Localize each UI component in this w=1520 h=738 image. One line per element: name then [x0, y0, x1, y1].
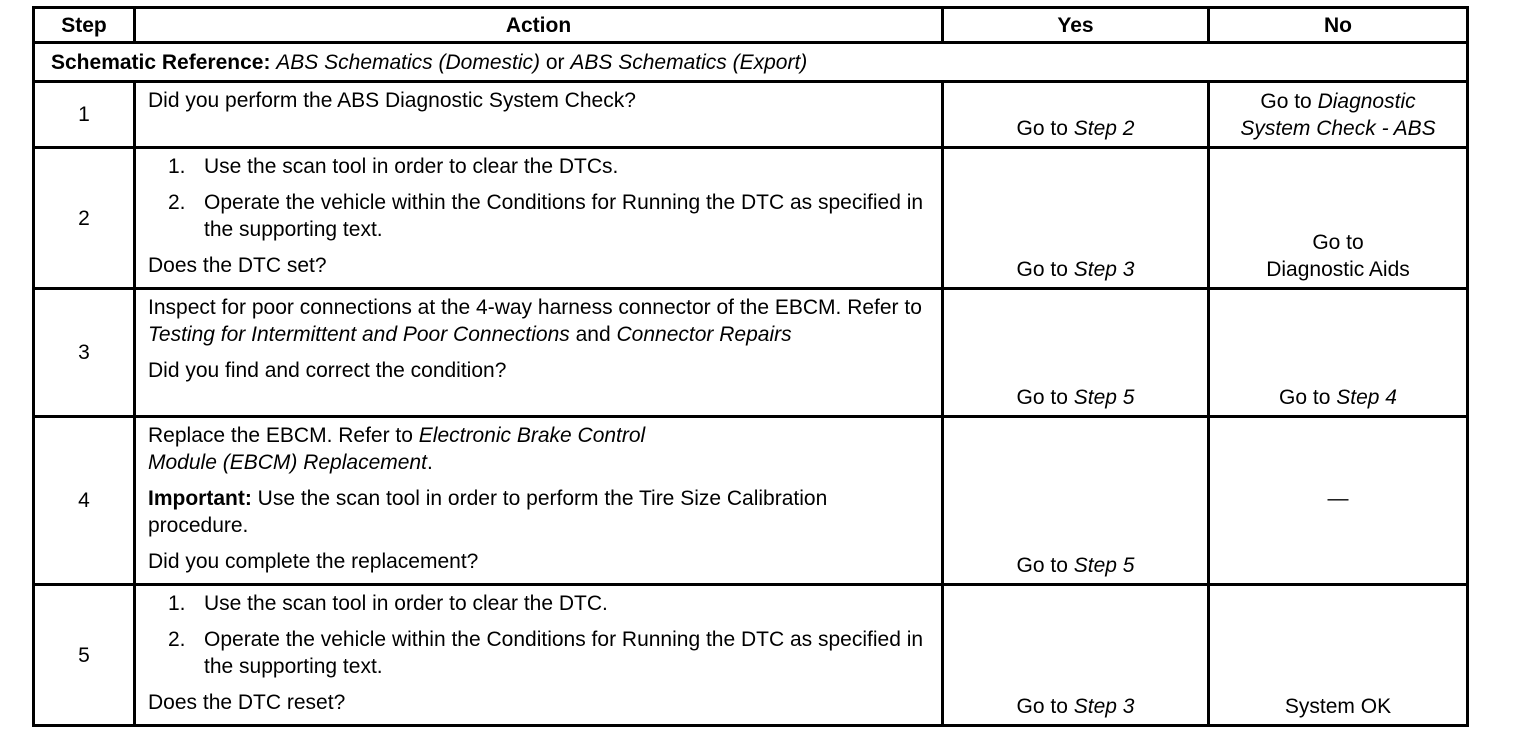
action-question: Did you complete the replacement?	[148, 550, 479, 573]
table-row	[34, 148, 1468, 289]
no-result: System OK	[1284, 695, 1392, 718]
action-link-ebcm-line2[interactable]: Module (EBCM) Replacement	[148, 451, 427, 474]
list-item	[148, 189, 929, 243]
yes-step-link[interactable]: Step 5	[1073, 554, 1135, 577]
list-text: Use the scan tool in order to clear the DTC.	[204, 592, 608, 615]
step-number: 1	[34, 82, 135, 148]
list-item	[148, 626, 929, 680]
header-yes: Yes	[943, 8, 1209, 43]
action-text	[148, 422, 929, 476]
header-row	[34, 8, 1468, 43]
no-cell	[1209, 417, 1468, 585]
action-question: Does the DTC set?	[148, 254, 327, 277]
yes-prefix: Go to	[1016, 554, 1074, 577]
no-prefix: Go to	[1312, 231, 1364, 254]
header-no: No	[1209, 8, 1468, 43]
yes-cell	[943, 585, 1209, 726]
yes-step-link[interactable]: Step 5	[1073, 386, 1135, 409]
action-text-pre: Replace the EBCM. Refer to	[148, 424, 419, 447]
step-number: 5	[34, 585, 135, 726]
list-number: 2.	[168, 191, 186, 214]
list-number: 1.	[168, 155, 186, 178]
step-number: 3	[34, 289, 135, 417]
no-prefix: Go to	[1260, 90, 1318, 113]
yes-cell	[943, 82, 1209, 148]
diagnostic-table	[32, 6, 1469, 727]
no-link-diagnostic-aids[interactable]: Diagnostic Aids	[1266, 258, 1410, 281]
schematic-link-export[interactable]: ABS Schematics (Export)	[570, 50, 808, 74]
header-action: Action	[135, 8, 943, 43]
list-number: 2.	[168, 628, 186, 651]
action-link-connector-repairs[interactable]: Connector Repairs	[616, 323, 792, 346]
action-question: Does the DTC reset?	[148, 691, 346, 714]
no-cell	[1209, 82, 1468, 148]
action-question: Did you find and correct the condition?	[148, 359, 507, 382]
action-link-ebcm-line1[interactable]: Electronic Brake Control	[418, 424, 646, 447]
action-cell	[135, 289, 943, 417]
action-text	[148, 294, 929, 348]
schematic-reference	[34, 43, 1468, 82]
action-text-pre: Inspect for poor connections at the 4-way harness connector of the EBCM. Refer to	[148, 296, 922, 319]
schematic-row	[34, 43, 1468, 82]
no-cell	[1209, 289, 1468, 417]
list-text: Operate the vehicle within the Conditions for Running the DTC as specified in the supporting text.	[204, 191, 924, 241]
no-cell	[1209, 585, 1468, 726]
list-number: 1.	[168, 592, 186, 615]
yes-cell	[943, 417, 1209, 585]
no-link-line1[interactable]: Diagnostic	[1317, 90, 1416, 113]
schematic-link-domestic[interactable]: ABS Schematics (Domestic)	[276, 50, 541, 74]
important-note	[148, 485, 929, 539]
yes-step-link[interactable]: Step 3	[1073, 695, 1135, 718]
yes-step-link[interactable]: Step 3	[1073, 258, 1135, 281]
yes-cell	[943, 148, 1209, 289]
list-text: Operate the vehicle within the Conditions for Running the DTC as specified in the supporting text.	[204, 628, 924, 678]
action-cell	[135, 148, 943, 289]
action-link-testing[interactable]: Testing for Intermittent and Poor Connections	[148, 323, 570, 346]
table-row	[34, 417, 1468, 585]
header-step: Step	[34, 8, 135, 43]
action-text-post: .	[426, 451, 433, 474]
action-text-and: and	[569, 323, 617, 346]
yes-prefix: Go to	[1016, 117, 1074, 140]
schematic-or: or	[545, 50, 565, 74]
yes-cell	[943, 289, 1209, 417]
list-item	[148, 590, 929, 617]
action-question: Did you perform the ABS Diagnostic System Check?	[148, 89, 636, 112]
yes-step-link[interactable]: Step 2	[1073, 117, 1135, 140]
no-link-line2[interactable]: System Check - ABS	[1240, 117, 1436, 140]
table-row	[34, 585, 1468, 726]
list-text: Use the scan tool in order to clear the DTCs.	[204, 155, 619, 178]
action-cell	[135, 585, 943, 726]
action-list	[148, 590, 929, 680]
table-row	[34, 82, 1468, 148]
no-dash: —	[1327, 487, 1349, 510]
yes-prefix: Go to	[1016, 695, 1074, 718]
schematic-label: Schematic Reference:	[51, 50, 271, 74]
no-prefix: Go to	[1279, 386, 1337, 409]
important-text: Use the scan tool in order to perform the Tire Size Calibration procedure.	[148, 487, 828, 537]
list-item	[148, 153, 929, 180]
no-step-link[interactable]: Step 4	[1336, 386, 1397, 409]
action-cell	[135, 417, 943, 585]
yes-prefix: Go to	[1016, 258, 1074, 281]
step-number: 4	[34, 417, 135, 585]
step-number: 2	[34, 148, 135, 289]
no-cell	[1209, 148, 1468, 289]
table-row	[34, 289, 1468, 417]
important-label: Important:	[148, 487, 252, 510]
action-list	[148, 153, 929, 243]
action-cell	[135, 82, 943, 148]
yes-prefix: Go to	[1016, 386, 1074, 409]
